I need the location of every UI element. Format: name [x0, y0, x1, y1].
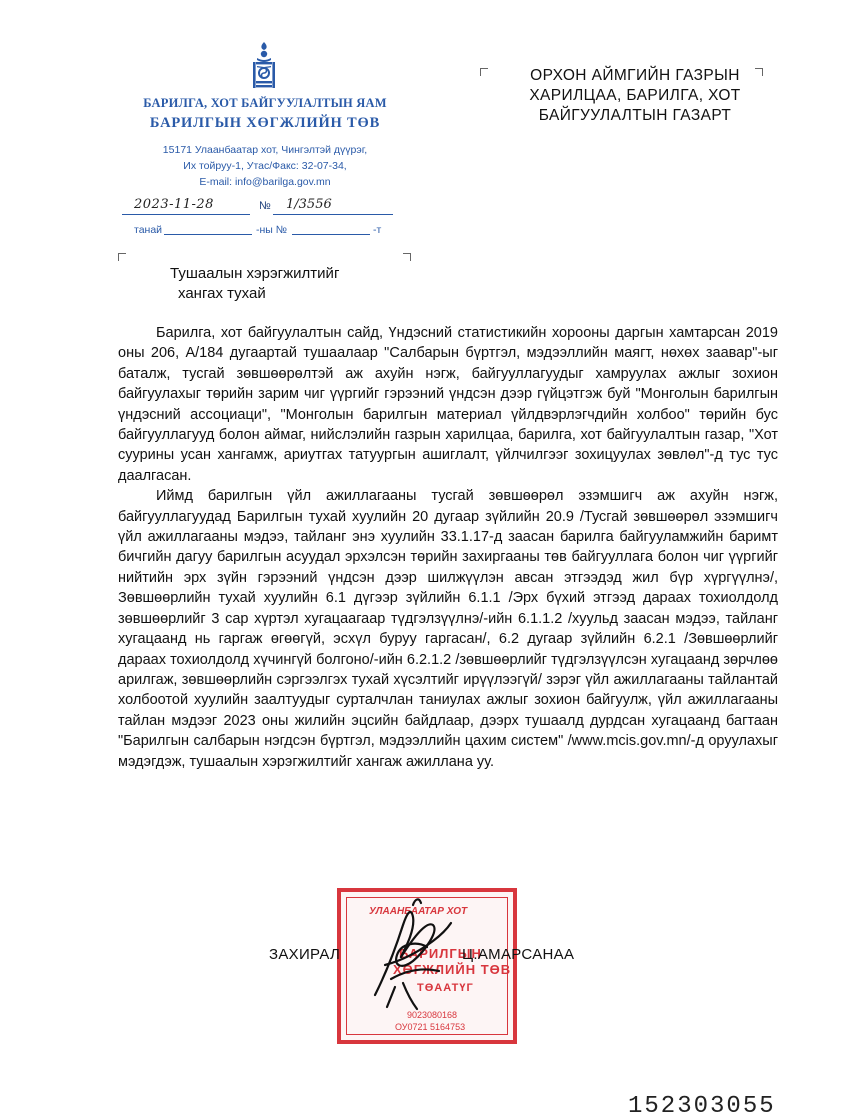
- recipient-block: [500, 66, 770, 126]
- agency-name: БАРИЛГЫН ХӨГЖЛИЙН ТӨВ: [149, 115, 381, 131]
- ref-label: -ны №: [256, 224, 288, 236]
- subject-line: Тушаалын хэрэгжилтийг: [170, 265, 340, 282]
- stamp-type: ТӨААТҮГ: [417, 982, 474, 994]
- ministry-name: БАРИЛГА, ХОТ БАЙГУУЛАЛТЫН ЯАМ: [143, 96, 387, 110]
- number-label: №: [259, 200, 271, 212]
- ref-number-blank: [292, 234, 370, 235]
- ref-label: танай: [134, 224, 163, 236]
- letter-number: 1/3556: [286, 197, 332, 212]
- recipient-line: ХАРИЛЦАА, БАРИЛГА, ХОТ: [529, 87, 741, 104]
- stamp-org-line: БАРИЛГЫН: [399, 946, 482, 961]
- recipient-line: БАЙГУУЛАЛТЫН ГАЗАРТ: [538, 107, 732, 124]
- stamp-phone: ОУ0721 5164753: [395, 1022, 466, 1032]
- address-line: 15171 Улаанбаатар хот, Чингэлтэй дүүрэг,: [162, 144, 368, 156]
- number-underline: [273, 214, 393, 215]
- signatory-name: Ц.АМАРСАНАА: [462, 946, 575, 963]
- signatory-title: ЗАХИРАЛ: [269, 946, 341, 963]
- corner-bracket: [403, 253, 411, 261]
- subject-block: [170, 264, 339, 304]
- document-number: 152303055: [628, 1093, 776, 1120]
- soyombo-emblem-icon: [244, 40, 284, 92]
- date-number-line: [120, 198, 410, 218]
- handwritten-signature: [355, 895, 468, 1015]
- body-paragraph: Иймд барилгын үйл ажиллагааны тусгай зөвшөөрөл эзэмшигч аж ахуйн нэгж, байгууллагуудад Барилгын тухай хуулийн 20 дугаар зүйлийн 20.9 /Тусгай зөвшөөрөл эзэмшигч үйл ажиллагааны мэдээ, тайланг энэ хуулийн 33.1.17-д заасан барилга байгууламжийн баримт бичгийн дагуу барилгын асуудал эрхэлсэн төрийн захиргааны төв байгууллага болон чиг үүргийг нийтийн эрх зүйн гэрээний үндсэн дээр шилжүүлэн авсан этгээдэд жил бүр хүргүүлнэ/, Зөвшөөрлийн тухай хуулийн 6.1 дүгээр зүйлийн 6.1.1 /Эрх бүхий этгээд дараах тохиолдолд зөвшөөрлийг 3 сар хүртэл хугацаагаар түдгэлзүүлнэ/-ийн 6.1.1.2 /хуульд заасан мэдээ, тайланг хугацаанд нь гаргаж өгөөгүй, эсхүл буруу гаргасан/, 6.2 дугаар зүйлийн 6.2.1 /Зөвшөөрлийг дараах тохиолдолд хүчингүй болгоно/-ийн 6.2.1.2 /зөвшөөрлийг түдгэлзүүлсэн хугацаанд зөрчлөө арилгаж, зөвшөөрлийн сэргээлгэх тухай хүсэлтийг ирүүлээгүй/ зэрэг үйл ажиллагааны тайлантай холбоотой хуулийн заалтуудыг сурталчлан таниулах ажлыг зохион байгуулж, үйл ажиллагааны тайлан мэдээг 2023 оны жилийн эцсийн байдлаар, дээрх тушаалд дурдсан хугацаанд багтаан "Барилгын салбарын нэгдсэн бүртгэл, мэдээллийн цахим систем" /www.mcis.gov.mn/-д оруулахыг мэдэгдэж, тушаалын хэрэгжилтийг хангаж ажиллана уу.: [118, 488, 778, 770]
- stamp-city: УЛААНБААТАР ХОТ: [369, 906, 468, 917]
- stamp-reg: 9023080168: [407, 1010, 458, 1020]
- recipient-line: ОРХОН АЙМГИЙН ГАЗРЫН: [530, 67, 740, 84]
- ref-date-blank: [164, 234, 252, 235]
- letter-date: 2023-11-28: [134, 197, 214, 212]
- stamp-org-line: ХӨГЖЛИЙН ТӨВ: [393, 962, 512, 977]
- subject-line: хангах тухай: [178, 285, 266, 302]
- letter-body: [118, 323, 778, 772]
- ref-label: -т: [373, 224, 382, 236]
- date-underline: [122, 214, 250, 215]
- corner-bracket: [118, 253, 126, 261]
- body-paragraph: Барилга, хот байгуулалтын сайд, Үндэсний статистикийн хорооны даргын хамтарсан 2019 оны 206, А/184 дугаартай тушаалаар "Салбарын бүртгэл, мэдээллийн маягт, нөхөх заавар"-ыг баталж, тусгай зөвшөөрөлтэй аж ахуйн нэгж, байгууллагуудыг хамруулах ажлыг зохион байгуулахыг төрийн зарим чиг үүргийг гэрээний үндсэн дээр гүйцэтгэж буй "Монголын барилгын үндэсний ассоциаци", "Монголын барилгын материал үйлдвэрлэгчдийн холбоо" төрийн бус байгууллагууд болон аймаг, нийслэлийн газрын харилцаа, барилга, хот байгуулалтын газар, "Хот суурины усан хангамж, ариутгах татуургын ашиглалт, үйлчилгээг зохицуулах зөвлөл"-д тус тус даалгасан.: [118, 325, 778, 484]
- corner-bracket: [480, 68, 488, 76]
- email-line: E-mail: info@barilga.gov.mn: [199, 176, 331, 188]
- reference-line: [120, 222, 410, 238]
- address-line: Их тойруу-1, Утас/Факс: 32-07-34,: [183, 160, 347, 172]
